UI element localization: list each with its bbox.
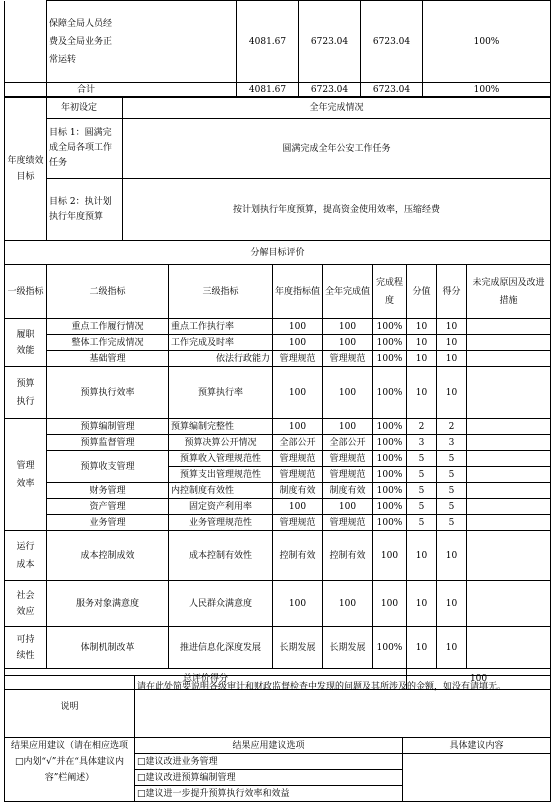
score-cell: 3: [437, 435, 467, 451]
level3-cell: 依法行政能力: [169, 351, 273, 367]
table-row: [5, 419, 551, 435]
table-row: [5, 627, 551, 669]
level3-cell: 推进信息化深度发展: [169, 627, 273, 669]
reason-cell: [467, 467, 551, 483]
goals-header-row: [5, 97, 551, 119]
level3-cell: 预算决算公开情况: [169, 435, 273, 451]
reason-cell: [467, 335, 551, 351]
budget-total-2: 6723.04: [299, 83, 361, 98]
completion-cell: 管理规范: [323, 467, 373, 483]
suggestions-options-header: 结果应用建议选项: [135, 738, 403, 754]
level3-cell: 业务管理规范性: [169, 515, 273, 531]
weight-cell: 10: [407, 335, 437, 351]
level2-cell: 预算监督管理: [47, 435, 169, 451]
reason-cell: [467, 319, 551, 335]
score-cell: 10: [437, 335, 467, 351]
target-cell: 100: [273, 335, 323, 351]
completion-cell: 100: [323, 367, 373, 419]
suggestions-content-header: 具体建议内容: [403, 738, 551, 754]
weight-cell: 5: [407, 467, 437, 483]
level2-cell: 服务对象满意度: [47, 581, 169, 627]
target-cell: 管理规范: [273, 515, 323, 531]
total-label: 总评价得分: [5, 669, 407, 690]
budget-value-3: 6723.04: [361, 1, 423, 83]
budget-value-2: 6723.04: [299, 1, 361, 83]
reason-cell: [467, 367, 551, 419]
level3-cell: 内控制度有效性: [169, 483, 273, 499]
level2-cell: 业务管理: [47, 515, 169, 531]
table-row: [5, 335, 551, 351]
evaluation-title-row: [5, 241, 551, 265]
level3-cell: 预算执行率: [169, 367, 273, 419]
goal-result: 按计划执行年度预算，提高资金使用效率，压缩经费: [123, 179, 551, 241]
budget-total-percent: 100%: [423, 83, 551, 98]
level3-cell: 预算收入管理规范性: [169, 451, 273, 467]
weight-cell: 3: [407, 435, 437, 451]
score-cell: 5: [437, 451, 467, 467]
table-row: [5, 319, 551, 335]
header-level2: 二级指标: [47, 265, 169, 319]
total-score: 100: [407, 669, 551, 690]
completion-cell: 100: [323, 335, 373, 351]
weight-cell: 5: [407, 515, 437, 531]
target-cell: 管理规范: [273, 451, 323, 467]
reason-cell: [467, 627, 551, 669]
budget-item-name: 保障全局人员经费及全局业务正常运转: [47, 1, 237, 83]
budget-value-1: 4081.67: [237, 1, 299, 83]
budget-total-1: 4081.67: [237, 83, 299, 98]
completion-cell: 100: [323, 581, 373, 627]
evaluation-title: 分解目标评价: [5, 241, 551, 265]
header-annual-target: 年度指标值: [273, 265, 323, 319]
budget-total-3: 6723.04: [361, 83, 423, 98]
degree-cell: 100%: [373, 483, 407, 499]
score-cell: 10: [437, 351, 467, 367]
goal-target: 目标 1：圆满完成全局各项工作任务: [47, 119, 123, 179]
level2-cell: 预算执行效率: [47, 367, 169, 419]
target-cell: 100: [273, 419, 323, 435]
level2-cell: 预算收支管理: [47, 451, 169, 483]
weight-cell: 10: [407, 581, 437, 627]
reason-cell: [467, 515, 551, 531]
header-completion-degree: 完成程度: [373, 265, 407, 319]
reason-cell: [467, 419, 551, 435]
weight-cell: 10: [407, 367, 437, 419]
level3-cell: 重点工作执行率: [169, 319, 273, 335]
table-row: [5, 531, 551, 581]
level2-cell: 成本控制成效: [47, 531, 169, 581]
completion-cell: 100: [323, 419, 373, 435]
header-reason: 未完成原因及改进措施: [467, 265, 551, 319]
target-cell: 制度有效: [273, 483, 323, 499]
table-row: [5, 351, 551, 367]
weight-cell: 5: [407, 483, 437, 499]
goals-col2-header: 全年完成情况: [123, 97, 551, 119]
suggestion-content-cell[interactable]: [403, 754, 551, 802]
level3-cell: 工作完成及时率: [169, 335, 273, 351]
level1-label: 管理效率: [5, 419, 47, 531]
header-weight: 分值: [407, 265, 437, 319]
header-score: 得分: [437, 265, 467, 319]
level3-cell: 成本控制有效性: [169, 531, 273, 581]
completion-cell: 100: [323, 319, 373, 335]
budget-table: [4, 0, 551, 98]
level3-cell: 固定资产利用率: [169, 499, 273, 515]
target-cell: 100: [273, 319, 323, 335]
goals-section-label: 年度绩效目标: [5, 97, 47, 241]
notes-table: [4, 675, 551, 802]
suggestion-option[interactable]: □建议改进业务管理: [135, 754, 403, 770]
completion-cell: 100: [323, 499, 373, 515]
degree-cell: 100%: [373, 367, 407, 419]
degree-cell: 100%: [373, 435, 407, 451]
weight-cell: 5: [407, 499, 437, 515]
level1-label: 预算执行: [5, 367, 47, 419]
completion-cell: 长期发展: [323, 627, 373, 669]
goal-target: 目标 2：执计划执行年度预算: [47, 179, 123, 241]
score-cell: 10: [437, 531, 467, 581]
target-cell: 长期发展: [273, 627, 323, 669]
score-cell: 5: [437, 499, 467, 515]
goals-table: [4, 96, 551, 241]
evaluation-header-row: [5, 265, 551, 319]
suggestions-header-row: [5, 738, 551, 754]
table-row: [5, 515, 551, 531]
budget-percent: 100%: [423, 1, 551, 83]
suggestion-option[interactable]: □建议改进预算编制管理: [135, 770, 403, 786]
target-cell: 管理规范: [273, 351, 323, 367]
level1-label: 运行成本: [5, 531, 47, 581]
notes-row: [5, 676, 551, 738]
reason-cell: [467, 351, 551, 367]
goals-col1-header: 年初设定: [47, 97, 123, 119]
level2-cell: 资产管理: [47, 499, 169, 515]
table-row: [5, 451, 551, 467]
reason-cell: [467, 451, 551, 467]
notes-text[interactable]: 请在此处简要说明各级审计和财政监督检查中发现的问题及其所涉及的金额，如没有请填无。: [135, 676, 551, 738]
completion-cell: 控制有效: [323, 531, 373, 581]
goal-row: [5, 179, 551, 241]
degree-cell: 100%: [373, 319, 407, 335]
degree-cell: 100%: [373, 467, 407, 483]
score-cell: 5: [437, 483, 467, 499]
table-row: [5, 483, 551, 499]
degree-cell: 100%: [373, 627, 407, 669]
score-cell: 10: [437, 627, 467, 669]
degree-cell: 100%: [373, 451, 407, 467]
header-level1: 一级指标: [5, 265, 47, 319]
table-row: [5, 435, 551, 451]
weight-cell: 5: [407, 451, 437, 467]
weight-cell: 2: [407, 419, 437, 435]
level2-cell: 基础管理: [47, 351, 169, 367]
target-cell: 全部公开: [273, 435, 323, 451]
degree-cell: 100%: [373, 499, 407, 515]
table-row: [5, 367, 551, 419]
score-cell: 10: [437, 367, 467, 419]
level2-cell: 重点工作履行情况: [47, 319, 169, 335]
table-row: [5, 581, 551, 627]
budget-total-label: 合计: [47, 83, 237, 98]
notes-label: 说明: [5, 676, 135, 738]
level2-cell: 财务管理: [47, 483, 169, 499]
goal-row: [5, 119, 551, 179]
level1-label: 可持续性: [5, 627, 47, 669]
level3-cell: 人民群众满意度: [169, 581, 273, 627]
degree-cell: 100%: [373, 515, 407, 531]
level3-cell: 预算支出管理规范性: [169, 467, 273, 483]
weight-cell: 10: [407, 627, 437, 669]
target-cell: 管理规范: [273, 467, 323, 483]
degree-cell: 100%: [373, 419, 407, 435]
degree-cell: 100%: [373, 351, 407, 367]
level3-cell: 预算编制完整性: [169, 419, 273, 435]
score-cell: 2: [437, 419, 467, 435]
completion-cell: 管理规范: [323, 515, 373, 531]
score-cell: 10: [437, 319, 467, 335]
score-cell: 10: [437, 581, 467, 627]
evaluation-table: [4, 240, 551, 690]
completion-cell: 制度有效: [323, 483, 373, 499]
target-cell: 100: [273, 499, 323, 515]
completion-cell: 全部公开: [323, 435, 373, 451]
reason-cell: [467, 435, 551, 451]
goal-result: 圆满完成全年公安工作任务: [123, 119, 551, 179]
level2-cell: 预算编制管理: [47, 419, 169, 435]
degree-cell: 100: [373, 581, 407, 627]
weight-cell: 10: [407, 319, 437, 335]
degree-cell: 100: [373, 531, 407, 581]
header-level3: 三级指标: [169, 265, 273, 319]
table-row: [5, 499, 551, 515]
header-annual-completion: 全年完成值: [323, 265, 373, 319]
level2-cell: 整体工作完成情况: [47, 335, 169, 351]
suggestions-label: 结果应用建议（请在相应选项□内划“√”并在“具体建议内容”栏阐述）: [5, 738, 135, 802]
completion-cell: 管理规范: [323, 451, 373, 467]
reason-cell: [467, 483, 551, 499]
reason-cell: [467, 581, 551, 627]
score-cell: 5: [437, 467, 467, 483]
weight-cell: 10: [407, 531, 437, 581]
level1-label: 社会效应: [5, 581, 47, 627]
degree-cell: 100%: [373, 335, 407, 351]
target-cell: 100: [273, 581, 323, 627]
suggestion-option[interactable]: □建议进一步提升预算执行效率和效益: [135, 786, 403, 802]
budget-blank-cell: [5, 1, 47, 83]
target-cell: 控制有效: [273, 531, 323, 581]
reason-cell: [467, 499, 551, 515]
level1-label: 履职效能: [5, 319, 47, 367]
level2-cell: 体制机制改革: [47, 627, 169, 669]
target-cell: 100: [273, 367, 323, 419]
reason-cell: [467, 531, 551, 581]
weight-cell: 10: [407, 351, 437, 367]
score-cell: 5: [437, 515, 467, 531]
budget-row: [5, 1, 551, 83]
completion-cell: 管理规范: [323, 351, 373, 367]
